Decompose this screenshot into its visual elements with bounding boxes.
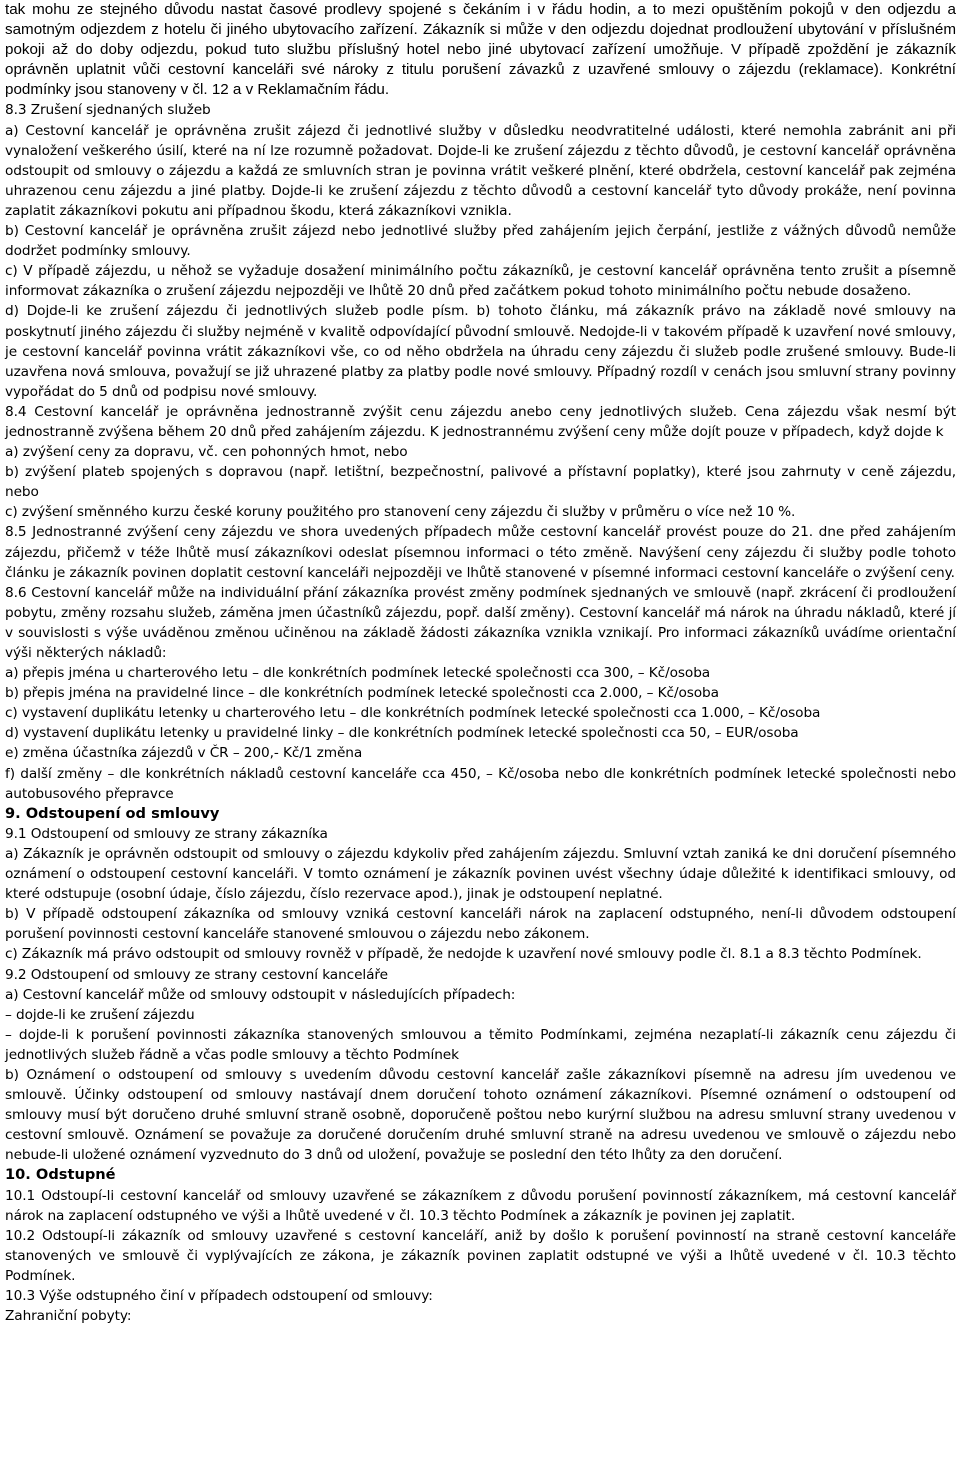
paragraph-10-1: 10.1 Odstoupí-li cestovní kancelář od smlouvy uzavřené se zákazníkem z důvodu porušení povinností zákazníkem, má cestovní kancelář nárok na zaplacení odstupného ve výši a lhůtě uvedené v čl. 10.3 těchto Podmínek a zákazník je povinen jej zaplatit. [5,1187,956,1224]
paragraph-9-2-a: a) Cestovní kancelář může od smlouvy odstoupit v následujících případech: [5,986,516,1003]
paragraph-9-2-b: b) Oznámení o odstoupení od smlouvy s uvedením důvodu cestovní kancelář zašle zákazníkovi písemně na adresu jím uvedenou ve smlouvě. Účinky odstoupení od smlouvy nastávají dnem doručení tohoto oznámení zákazníkovi. Písemné oznámení o odstoupení od smlouvy musí být doručeno druhé smluvní straně osobně, doporučeně poštou nebo kurýrní službou na adresu smluvní strany uvedenou v cestovní smlouvě. Oznámení se považuje za doručené doručením druhé smluvní straně na adresu uvedenou ve smlouvě o zájezdu nebo nebude-li uložené oznámení vyzvednuto do 3 dnů od uložení, považuje se poslední den této lhůty za den doručení. [5,1066,956,1164]
paragraph-8-3-d: d) Dojde-li ke zrušení zájezdu či jednotlivých služeb podle písm. b) tohoto článku, má zákazník právo na základě nové smlouvy na poskytnutí jiného zájezdu či služby nejméně v kvalitě odpovídající původní smlouvě. Nedojde-li v takovém případě k uzavření nové smlouvy, je cestovní kancelář povinna vrátit zákazníkovi vše, co od něho obdržela na úhradu ceny zájezdu či služeb podle zrušené smlouvy. Bude-li uzavřena nová smlouva, považují se již uhrazené platby za platby podle nové smlouvy. Případný rozdíl v cenách jsou smluvní strany povinny vypořádat do 5 dnů od podpisu nové smlouvy. [5,303,956,400]
subsection-title-9-2: 9.2 Odstoupení od smlouvy ze strany cestovní kanceláře [5,966,388,983]
fee-item-a: a) přepis jména u charterového letu – dle konkrétních podmínek letecké společnosti cca 300, – Kč/osoba [5,665,711,682]
fee-item-b: b) přepis jména na pravidelné lince – dle konkrétních podmínek letecké společnosti cca 2.000, – Kč/osoba [5,685,719,702]
paragraph-8-3-b: b) Cestovní kancelář je oprávněna zrušit zájezd nebo jednotlivé služby před zahájením jejich čerpání, jestliže z vážných důvodů nemůže dodržet podmínky smlouvy. [5,223,956,260]
fee-item-f: f) další změny – dle konkrétních nákladů cestovní kanceláře cca 450, – Kč/osoba nebo dle konkrétních podmínek letecké společnosti nebo autobusového přepravce [5,765,956,802]
paragraph-9-1-b: b) V případě odstoupení zákazníka od smlouvy vzniká cestovní kanceláři nárok na zaplacení odstupného, není-li důvodem odstoupení porušení povinnosti cestovní kanceláře stanovené smlouvou o zájezdu nebo zákonem. [5,906,956,943]
list-item-9-2-dash-2: – dojde-li k porušení povinnosti zákazníka stanovených smlouvou a těmito Podmínkami, zejména nezaplatí-li zákazník cenu zájezdu či jednotlivých služeb řádně a včas podle smlouvy a těchto Podmínek [5,1026,956,1063]
paragraph-10-3: 10.3 Výše odstupného činí v případech odstoupení od smlouvy: [5,1288,433,1304]
paragraph-8-6: 8.6 Cestovní kancelář může na individuální přání zákazníka provést změny podmínek sjednaných ve smlouvě (např. zkrácení či prodloužení pobytu, změny rozsahu služeb, záměna jmen účastníků zájezdu, popř. další změny). Cestovní kancelář má nárok na úhradu nákladů, které jí v souvislosti s výše uváděnou změnou učiněnou na základě žádosti zákazníka vznikla vznikají. Pro informaci zákazníků uvádíme orientační výši některých nákladů: [5,584,956,661]
paragraph-8-3-a: a) Cestovní kancelář je oprávněna zrušit zájezd či jednotlivé služby v důsledku neodvratitelné události, které nemohla zabránit ani při vynaložení veškerého úsilí, které na ní lze rozumně požadovat. Dojde-li ke zrušení zájezdu z těchto důvodů, je cestovní kancelář oprávněna odstoupit od smlouvy o zájezdu a každá ze smluvních stran je povinna vrátit veškeré plnění, které obdržela, cestovní kancelář pak zejména uhrazenou cenu zájezdu a jiné platby. Dojde-li ke zrušení zájezdu z těchto důvodů a cestovní kancelář tyto důvody prokáže, není povinna zaplatit zákazníkovi pokutu ani případnou škodu, která zákazníkovi vznikla. [5,122,956,219]
fee-item-e: e) změna účastníka zájezdů v ČR – 200,- Kč/1 změna [5,745,363,762]
fee-item-d: d) vystavení duplikátu letenky u pravidelné linky – dle konkrétních podmínek letecké společnosti cca 50, – EUR/osoba [5,725,799,742]
document-page [5,0,956,1326]
list-item-8-4-b: b) zvýšení plateb spojených s dopravou (např. letištní, bezpečnostní, palivové a přístavní poplatky), které jsou zahrnuty v ceně zájezdu, nebo [5,464,956,501]
list-item-8-4-c: c) zvýšení směnného kurzu české koruny použitého pro stanovení ceny zájezdu či služby v průměru o více než 10 %. [5,504,796,521]
paragraph-8-4: 8.4 Cestovní kancelář je oprávněna jednostranně zvýšit cenu zájezdu anebo ceny jednotlivých služeb. Cena zájezdu však nesmí být jednostranně zvýšena během 20 dnů před zahájením zájezdu. K jednostrannému zvýšení ceny může dojít pouze v případech, když dojde k [5,403,956,440]
paragraph-9-1-a: a) Zákazník je oprávněn odstoupit od smlouvy o zájezdu kdykoliv před zahájením zájezdu. Smluvní vztah zaniká ke dni doručení písemného oznámení o odstoupení cestovní kanceláři. V tomto oznámení je zákazník povinen uvést všechny údaje důležité k identifikaci smlouvy, od které odstupuje (osobní údaje, číslo zájezdu, číslo rezervace apod.), jinak je odstoupení neplatné. [5,845,956,903]
paragraph-8-3-c: c) V případě zájezdu, u něhož se vyžaduje dosažení minimálního počtu zákazníků, je cestovní kancelář oprávněna tento zrušit a písemně informovat zákazníka o zrušení zájezdu nejpozději ve lhůtě 20 dnů před začátkem pokud tohoto minimálního počtu nebude dosaženo. [5,263,956,300]
paragraph-8-5: 8.5 Jednostranné zvýšení ceny zájezdu ve shora uvedených případech může cestovní kancelář provést pouze do 21. dne před zahájením zájezdu, přičemž v téže lhůtě musí zákazníkovi odeslat písemnou informaci o této změně. Navýšení ceny zájezdu či služby podle tohoto článku je zákazník povinen doplatit cestovní kanceláři nejpozději ve lhůtě stanovené v písemné informaci cestovní kanceláře o zvýšení ceny. [5,524,956,581]
list-item-8-4-a: a) zvýšení ceny za dopravu, vč. cen pohonných hmot, nebo [5,444,408,461]
section-heading-10: 10. Odstupné [5,1166,116,1184]
list-item-9-2-dash-1: – dojde-li ke zrušení zájezdu [5,1006,195,1023]
paragraph-9-1-c: c) Zákazník má právo odstoupit od smlouvy rovněž v případě, že nedojde k uzavření nové smlouvy podle čl. 8.1 a 8.3 těchto Podmínek. [5,946,922,963]
subsection-title-8-3: 8.3 Zrušení sjednaných služeb [5,102,211,119]
subsection-title-9-1: 9.1 Odstoupení od smlouvy ze strany zákazníka [5,825,328,842]
paragraph-foreign-stays: Zahraniční pobyty: [5,1308,132,1325]
paragraph-10-2: 10.2 Odstoupí-li zákazník od smlouvy uzavřené s cestovní kanceláří, aniž by došlo k porušení povinností na straně cestovní kanceláře stanovených ve smlouvě či vyplývajících ze zákona, je zákazník povinen zaplatit odstupné ve výši a lhůtě uvedené v čl. 10.3 těchto Podmínek. [5,1227,956,1284]
fee-item-c: c) vystavení duplikátu letenky u charterového letu – dle konkrétních podmínek letecké společnosti cca 1.000, – Kč/osoba [5,705,821,722]
paragraph-intro: tak mohu ze stejného důvodu nastat časové prodlevy spojené s čekáním i v řádu hodin, a to mezi opuštěním pokojů v den odjezdu a samotným odjezdem z hotelu či jiného ubytovacího zařízení. Zákazník si může v den odjezdu dojednat prodloužení ubytování v příslušném pokoji až do doby odjezdu, pokud tuto službu příslušný hotel nebo jiné ubytovací zařízení umožňuje. V případě zpoždění je zákazník oprávněn uplatnit vůči cestovní kanceláři své nároky z titulu porušení závazků z uzavřené smlouvy o zájezdu (reklamace). Konkrétní podmínky jsou stanoveny v čl. 12 a v Reklamačním řádu. [5,1,956,99]
section-heading-9: 9. Odstoupení od smlouvy [5,804,220,822]
